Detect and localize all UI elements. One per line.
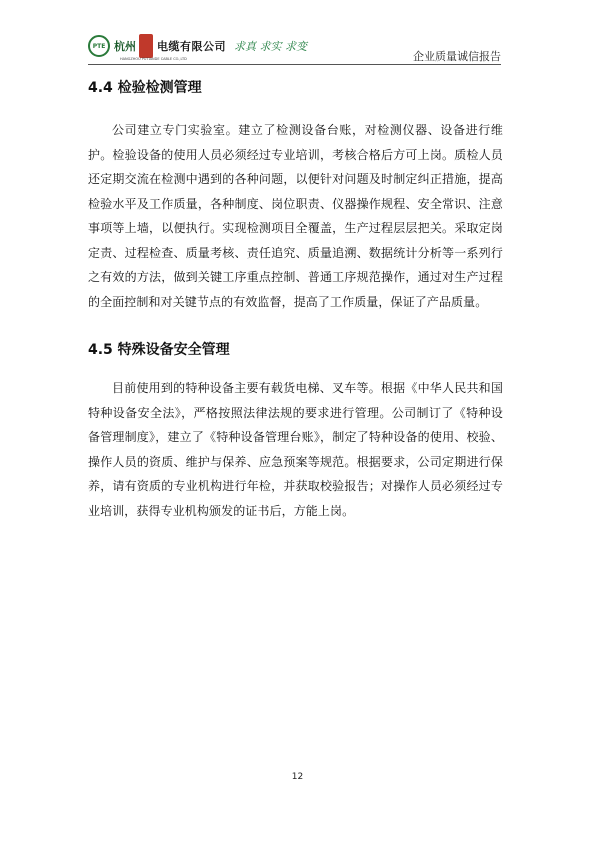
document-title: 企业质量诚信报告 (413, 50, 501, 63)
page-number: 12 (291, 772, 304, 782)
logo-city: 杭州 (114, 40, 136, 53)
logo-badge-icon: PTE (88, 35, 110, 57)
section-paragraph-4-5: 目前使用到的特种设备主要有载货电梯、叉车等。根据《中华人民共和国特种设备安全法》，严格按照法律法规的要求进行管理。公司制订了《特种设备管理制度》，建立了《特种设备管理台账》，制定了特种设备的使用、校验、操作人员的资质、维护与保养、应急预案等规范。根据要求，公司定期进行保养，请有资质的专业机构进行年检，并获取校验报告；对操作人员必须经过专业培训，获得专业机构颁发的证书后，方能上岗。 (88, 381, 503, 518)
header-divider (88, 64, 501, 65)
logo-subtitle: HANGZHOU PUTIANDE CABLE CO.,LTD (120, 57, 187, 61)
section-paragraph-4-4: 公司建立专门实验室。建立了检测设备台账，对检测仪器、设备进行维护。检验设备的使用人员必须经过专业培训，考核合格后方可上岗。质检人员还定期交流在检测中遇到的各种问题，以便针对问题及时制定纠正措施，提高检验水平及工作质量，各种制度、岗位职责、仪器操作规程、安全常识、注意事项等上墙，以便执行。实现检测项目全覆盖，生产过程层层把关。采取定岗定责、过程检查、质量考核、责任追究、质量追溯、数据统计分析等一系列行之有效的方法，做到关键工序重点控制、普通工序规范操作，通过对生产过程的全面控制和对关键节点的有效监督，提高了工作质量，保证了产品质量。 (88, 123, 503, 309)
company-logo (88, 33, 307, 59)
section-heading-4-5: 4.5 特殊设备安全管理 (88, 342, 230, 358)
logo-company-name: 电缆有限公司 (157, 40, 226, 53)
page-header (0, 0, 595, 66)
section-heading-4-4: 4.4 检验检测管理 (88, 80, 202, 96)
logo-slogan: 求真 求实 求变 (234, 40, 307, 53)
logo-seal-icon (139, 34, 153, 58)
